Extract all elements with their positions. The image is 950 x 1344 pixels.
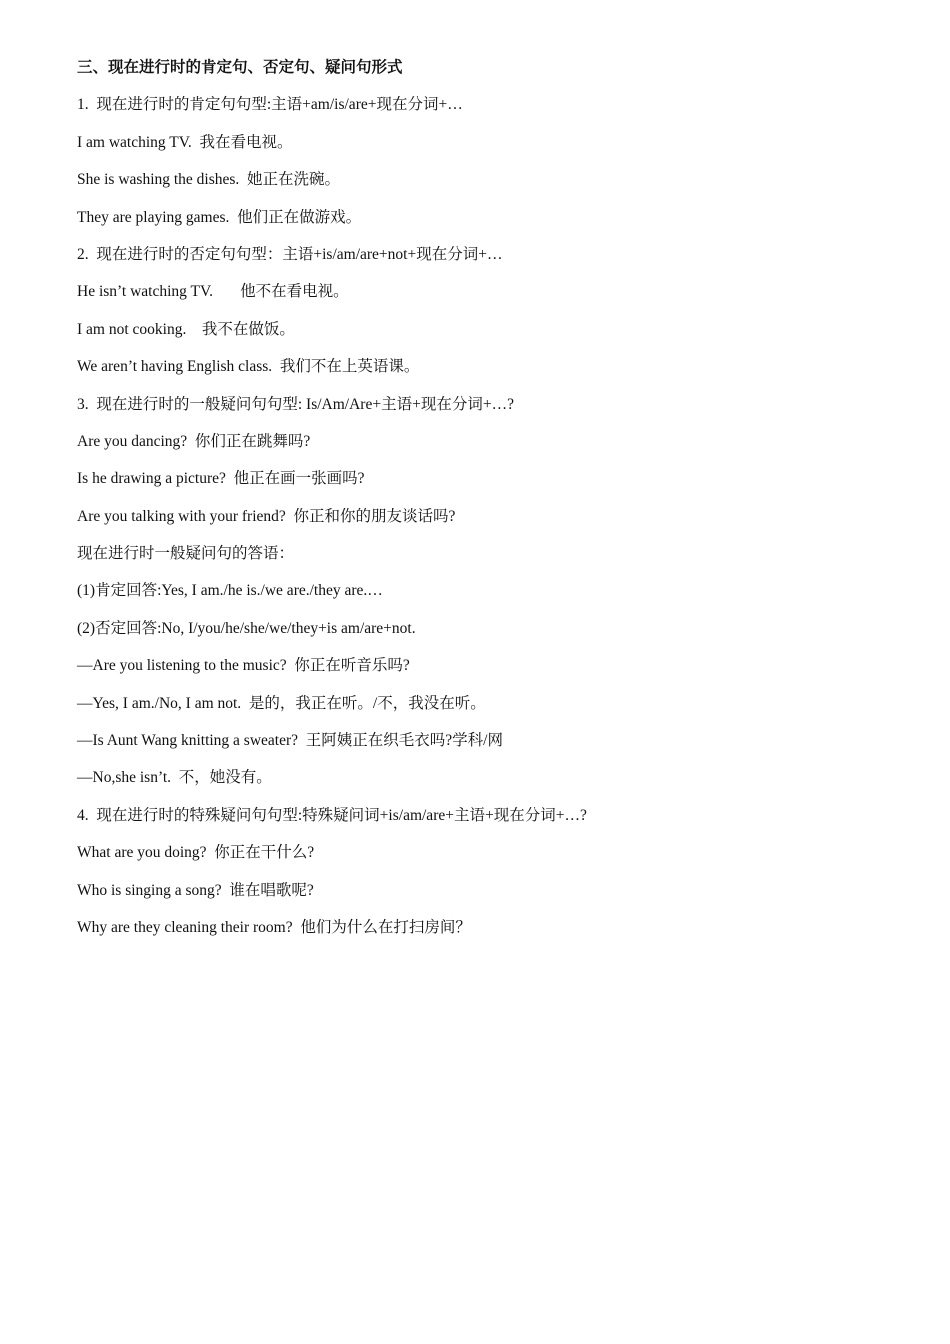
example-sentence: I am not cooking. 我不在做饭。: [77, 320, 295, 338]
example-sentence: Is he drawing a picture? 他正在画一张画吗?: [77, 470, 365, 488]
example-sentence: Who is singing a song? 谁在唱歌呢?: [77, 881, 314, 899]
example-sentence: She is washing the dishes. 她正在洗碗。: [77, 171, 341, 189]
rule-special-question-pattern: 4. 现在进行时的特殊疑问句句型:特殊疑问词+is/am/are+主语+现在分词+…?: [77, 806, 587, 824]
rule-negative-pattern: 2. 现在进行时的否定句句型：主语+is/am/are+not+现在分词+…: [77, 245, 503, 263]
rule-question-pattern: 3. 现在进行时的一般疑问句句型: Is/Am/Are+主语+现在分词+…?: [77, 395, 514, 413]
dialogue-line: —Are you listening to the music? 你正在听音乐吗?: [77, 657, 410, 675]
negative-answer: (2)否定回答:No, I/you/he/she/we/they+is am/are+not.: [77, 619, 416, 637]
dialogue-line: —Is Aunt Wang knitting a sweater? 王阿姨正在织毛衣吗?学科/网: [77, 732, 503, 750]
example-sentence: He isn’t watching TV. 他不在看电视。: [77, 283, 349, 301]
example-sentence: We aren’t having English class. 我们不在上英语课。: [77, 358, 420, 376]
document-body: [77, 58, 897, 955]
section-heading: 三、现在进行时的肯定句、否定句、疑问句形式: [77, 59, 403, 76]
example-sentence: I am watching TV. 我在看电视。: [77, 133, 293, 151]
dialogue-line: —Yes, I am./No, I am not. 是的，我正在听。/不，我没在听。: [77, 694, 486, 712]
dialogue-line: —No,she isn’t. 不，她没有。: [77, 769, 272, 787]
rule-affirmative-pattern: 1. 现在进行时的肯定句句型:主语+am/is/are+现在分词+…: [77, 96, 463, 114]
example-sentence: Are you talking with your friend? 你正和你的朋友谈话吗?: [77, 507, 456, 525]
example-sentence: What are you doing? 你正在干什么?: [77, 844, 315, 862]
affirmative-answer: (1)肯定回答:Yes, I am./he is./we are./they are.…: [77, 582, 383, 600]
example-sentence: Why are they cleaning their room? 他们为什么在打扫房间？: [77, 918, 471, 936]
answers-subheading: 现在进行时一般疑问句的答语：: [77, 545, 295, 563]
example-sentence: Are you dancing? 你们正在跳舞吗?: [77, 432, 311, 450]
example-sentence: They are playing games. 他们正在做游戏。: [77, 208, 362, 226]
